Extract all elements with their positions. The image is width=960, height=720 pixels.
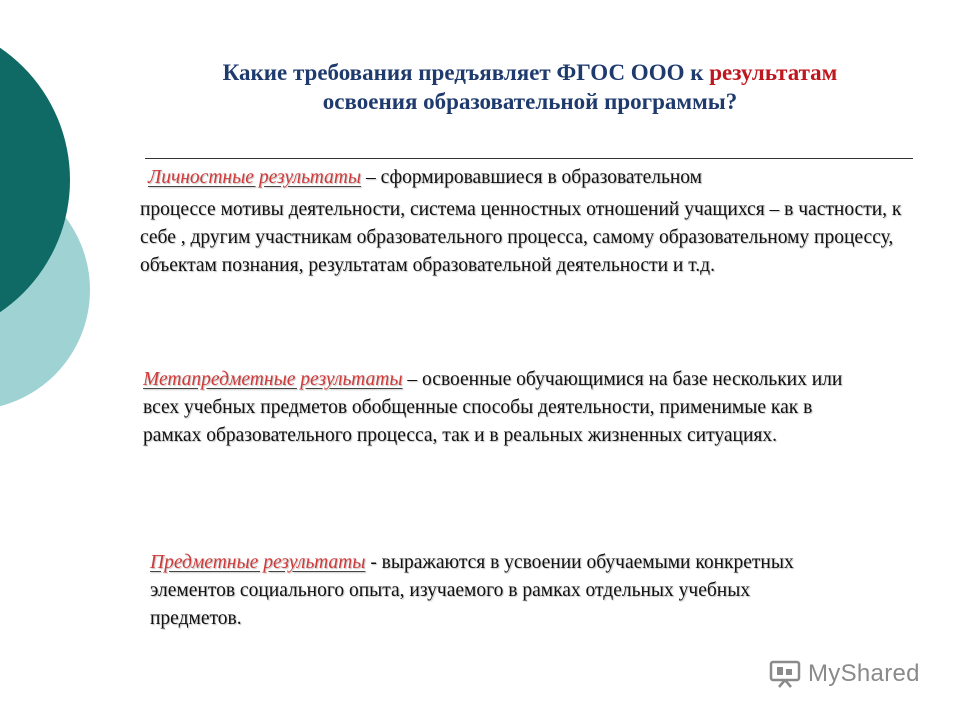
metasubject-results-term: Метапредметные результаты — [143, 369, 403, 390]
subject-results-text: - выражаются в усвоении обучаемыми конкретных элементов социального опыта, изучаемого в рамках отдельных учебных предметов. — [150, 552, 794, 629]
personal-results-text-first: – сформировавшиеся в образовательном — [361, 167, 703, 188]
personal-results-block — [140, 164, 940, 280]
title-part1: Какие требования предъявляет ФГОС ООО к — [222, 60, 710, 85]
subject-results-term: Предметные результаты — [150, 552, 366, 573]
personal-results-text-rest: процессе мотивы деятельности, система ценностных отношений учащихся – в частности, к себе , другим участникам образовательного процесса, самому образовательному процессу, объектам познания, результатам образовательной деятельности и т.д. — [140, 199, 902, 276]
presentation-screen-icon — [768, 659, 802, 689]
metasubject-results-text: – освоенные обучающимися на базе нескольких или всех учебных предметов обобщенные способы деятельности, применимые как в рамках образовательного процесса, так и в реальных жизненных ситуациях. — [143, 369, 843, 446]
watermark-text: MyShared — [808, 660, 920, 687]
subject-results-block — [150, 549, 810, 633]
title-divider — [145, 158, 913, 159]
title-part2: освоения образовательной программы? — [322, 89, 738, 114]
slide-title — [100, 58, 960, 116]
personal-results-term: Личностные результаты — [148, 167, 362, 188]
myshared-watermark — [768, 656, 920, 692]
title-accent: результатам — [709, 60, 838, 85]
metasubject-results-block — [143, 366, 863, 450]
